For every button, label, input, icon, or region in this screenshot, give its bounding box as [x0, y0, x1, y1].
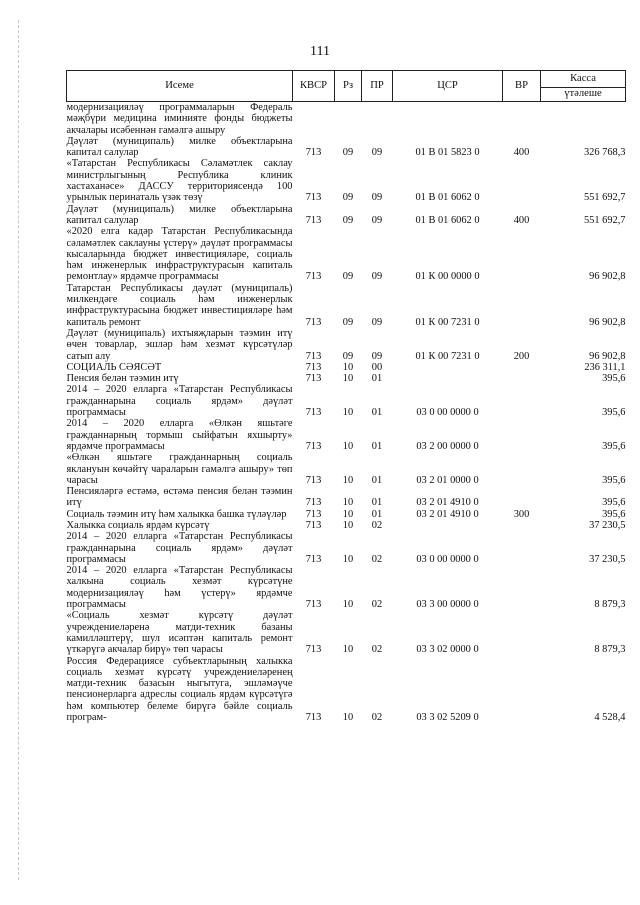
row-amount-cell: 37 230,5	[589, 553, 626, 565]
row-pr-cell: 09	[371, 316, 383, 328]
header-kvsr: КВСР	[293, 71, 335, 102]
row-csr-cell: 01 К 00 7231 0	[415, 350, 480, 362]
row-kvsr-cell: 713	[305, 373, 322, 385]
row-pr-cell: 01	[371, 508, 383, 520]
row-vr-cell	[503, 531, 541, 565]
row-csr-cell: 03 2 01 4910 0	[416, 497, 479, 509]
row-csr-cell: 01 В 01 6062 0	[415, 192, 480, 204]
row-amount-cell: 395,6	[602, 373, 626, 385]
row-pr-cell: 01	[371, 474, 383, 486]
budget-table	[66, 70, 626, 723]
row-amount-cell: 395,6	[602, 407, 626, 419]
row-vr-cell	[503, 102, 541, 136]
row-pr-cell: 02	[371, 519, 383, 531]
row-amount-cell: 551 692,7	[583, 214, 626, 226]
header-kassa-line2: үтәлеше	[541, 87, 625, 99]
header-name: Исеме	[67, 71, 293, 102]
table-row	[67, 136, 626, 159]
row-amount-cell	[541, 102, 626, 136]
row-csr-cell: 01 К 00 0000 0	[415, 271, 480, 283]
row-rz-cell: 10	[342, 440, 354, 452]
row-rz-cell: 10	[342, 553, 354, 565]
row-name-cell: Дәүләт (муниципаль) ихтыяҗларын тәэмин итү өчен товарлар, эшләр һәм хезмәт күрсәтүләр сатып алу	[66, 327, 293, 362]
table-row	[67, 384, 626, 418]
row-name-cell: Дәүләт (муниципаль) милке объектларына капитал салулар	[66, 135, 293, 159]
row-name-cell: СОЦИАЛЬ СӘЯСӘТ	[66, 361, 162, 373]
row-rz-cell: 10	[342, 599, 354, 611]
margin-line	[18, 20, 20, 880]
row-csr-cell	[393, 102, 503, 136]
row-amount-cell: 236 311,1	[584, 361, 626, 373]
table-row	[67, 328, 626, 362]
row-kvsr-cell: 713	[305, 440, 322, 452]
header-csr: ЦСР	[393, 71, 503, 102]
row-amount-cell: 395,6	[602, 474, 626, 486]
row-amount-cell: 96 902,8	[589, 316, 626, 328]
row-pr-cell: 01	[371, 440, 383, 452]
header-vr: ВР	[503, 71, 541, 102]
table-row	[67, 520, 626, 531]
table-row	[67, 486, 626, 509]
row-rz-cell	[335, 102, 362, 136]
header-kassa	[541, 71, 626, 102]
row-name-cell: «2020 елга кадәр Татарстан Республикасында сәламәтлек саклауны үстерү» дәүләт программасы кысаларында бюджет инвестицияләре, социаль һәм инженерлык инфраструктурасын капиталь ремонтлау» ярдәмче программасы	[66, 226, 293, 283]
row-name-cell: модернизацияләү программаларын Федераль мәҗбүри медицина иминияте фонды бюджеты акчалары исәбеннән гамәлгә ашыру	[66, 102, 293, 136]
table-row	[67, 226, 626, 282]
row-rz-cell: 09	[342, 147, 354, 159]
row-csr-cell: 03 3 00 0000 0	[416, 599, 479, 611]
row-kvsr-cell: 713	[305, 271, 322, 283]
row-amount-cell: 395,6	[602, 440, 626, 452]
row-name-cell: «Өлкән яшьтәге гражданнарның социаль яклануын көчәйтү чараларын гамәлгә ашыру» төп чарасы	[66, 452, 293, 486]
row-rz-cell: 10	[342, 474, 354, 486]
page-number: 111	[310, 44, 330, 59]
row-kvsr-cell: 713	[305, 474, 322, 486]
table-row	[67, 283, 626, 328]
row-name-cell: Дәүләт (муниципаль) милке объектларына капитал салулар	[66, 203, 293, 226]
row-vr-cell: 300	[513, 508, 530, 520]
row-vr-cell	[503, 452, 541, 486]
row-rz-cell: 10	[342, 373, 354, 385]
row-amount-cell: 395,6	[602, 508, 626, 520]
table-row	[67, 362, 626, 373]
row-rz-cell: 10	[342, 519, 354, 531]
row-rz-cell: 10	[342, 644, 354, 656]
row-amount-cell: 96 902,8	[589, 350, 626, 362]
row-pr-cell: 02	[371, 712, 383, 724]
table-row	[67, 158, 626, 203]
row-vr-cell	[503, 418, 541, 452]
row-vr-cell	[503, 610, 541, 655]
row-vr-cell	[503, 226, 541, 282]
row-amount-cell: 8 879,3	[594, 599, 626, 611]
row-vr-cell	[503, 486, 541, 509]
row-pr-cell: 00	[371, 361, 383, 373]
row-csr-cell: 03 3 02 5209 0	[416, 712, 479, 724]
row-rz-cell: 09	[342, 214, 354, 226]
row-kvsr-cell: 713	[305, 497, 322, 509]
row-name-cell: «Социаль хезмәт күрсәтү дәүләт учреждениеләренә матди-техник базаны камилләштерү, шул исәптән капиталь ремонт үткәрүгә акчалар бирү» төп чарасы	[66, 610, 293, 656]
row-kvsr-cell: 713	[305, 644, 322, 656]
row-kvsr-cell	[293, 102, 335, 136]
row-rz-cell: 10	[342, 712, 354, 724]
row-vr-cell	[503, 520, 541, 531]
table-row	[67, 418, 626, 452]
table-row	[67, 531, 626, 565]
row-rz-cell: 09	[342, 192, 354, 204]
row-csr-cell: 03 2 01 0000 0	[416, 474, 479, 486]
row-pr-cell: 09	[371, 147, 383, 159]
row-pr-cell: 09	[371, 214, 383, 226]
row-csr-cell	[393, 520, 503, 531]
row-rz-cell: 10	[342, 407, 354, 419]
row-csr-cell: 03 0 00 0000 0	[416, 407, 479, 419]
row-kvsr-cell: 713	[305, 553, 322, 565]
row-vr-cell	[503, 158, 541, 203]
table-row	[67, 204, 626, 227]
row-pr-cell	[362, 102, 393, 136]
row-csr-cell: 03 0 00 0000 0	[416, 553, 479, 565]
row-pr-cell: 01	[371, 373, 383, 385]
row-kvsr-cell: 713	[305, 519, 322, 531]
row-vr-cell	[503, 362, 541, 373]
row-name-cell: Социаль тәэмин итү һәм халыкка башка түләүләр	[66, 508, 287, 520]
row-name-cell: Пенсияләргә естәмә, өстәмә пенсия белән тәэмин итү	[66, 486, 293, 509]
row-rz-cell: 10	[342, 361, 354, 373]
table-row	[67, 509, 626, 520]
header-rz: Рз	[335, 71, 362, 102]
table-row	[67, 656, 626, 724]
table-header-row	[67, 71, 626, 102]
row-csr-cell: 01 К 00 7231 0	[415, 316, 480, 328]
row-kvsr-cell: 713	[305, 316, 322, 328]
row-pr-cell: 09	[371, 192, 383, 204]
row-kvsr-cell: 713	[305, 599, 322, 611]
table-row	[67, 610, 626, 655]
row-kvsr-cell: 713	[305, 508, 322, 520]
row-amount-cell: 326 768,3	[583, 147, 626, 159]
row-vr-cell: 400	[513, 147, 530, 159]
row-rz-cell: 10	[342, 508, 354, 520]
row-name-cell: 2014 – 2020 елларга «Өлкән яшьтәге гражданнарның тормыш сыйфатын яхшырту» ярдәмче программасы	[66, 418, 293, 452]
row-kvsr-cell: 713	[305, 361, 322, 373]
row-vr-cell: 200	[513, 350, 530, 362]
row-rz-cell: 09	[342, 271, 354, 283]
row-amount-cell: 8 879,3	[594, 644, 626, 656]
row-amount-cell: 37 230,5	[589, 519, 626, 531]
row-vr-cell	[503, 384, 541, 418]
row-name-cell: Пенсия белән тәэмин итү	[66, 373, 179, 385]
row-vr-cell	[503, 565, 541, 610]
row-csr-cell: 03 3 02 0000 0	[416, 644, 479, 656]
row-vr-cell	[503, 373, 541, 384]
row-csr-cell: 01 В 01 6062 0	[415, 214, 480, 226]
row-vr-cell	[503, 283, 541, 328]
row-csr-cell: 03 2 01 4910 0	[416, 508, 479, 520]
row-kvsr-cell: 713	[305, 147, 322, 159]
row-pr-cell: 09	[371, 350, 383, 362]
table-row	[67, 565, 626, 610]
row-kvsr-cell: 713	[305, 350, 322, 362]
row-name-cell: Россия Федерациясе субъектларының халыкка социаль хезмәт күрсәтү учреждениеләренең матди-техник базасын ныгытуга, эшләмәүче пенсионерларга адреслы социаль ярдәм күрсәтүгә һәм компьютер белеме бирүгә бәйле социаль програм-	[66, 655, 293, 724]
header-pr: ПР	[362, 71, 393, 102]
row-name-cell: Халыкка социаль ярдәм күрсәтү	[66, 519, 210, 531]
row-pr-cell: 02	[371, 553, 383, 565]
row-kvsr-cell: 713	[305, 712, 322, 724]
row-kvsr-cell: 713	[305, 214, 322, 226]
row-name-cell: Татарстан Республикасы дәүләт (муниципаль) милкендәге социаль һәм инженерлык инфраструктурасына бюджет инвестицияләре һәм капиталь ремонт	[66, 282, 293, 328]
row-amount-cell: 551 692,7	[583, 192, 626, 204]
row-name-cell: «Татарстан Республикасы Сәламәтлек саклау министрлыгының Республика клиник хастаханәсе» ДАССУ территориясендә 100 урынлык перинаталь үзәк төзү	[66, 158, 293, 204]
table-row	[67, 373, 626, 384]
row-name-cell: 2014 – 2020 елларга «Татарстан Республикасы гражданнарына социаль ярдәм» дәүләт программасы	[66, 384, 293, 419]
row-amount-cell: 395,6	[602, 497, 626, 509]
row-csr-cell	[393, 373, 503, 384]
header-kassa-line1: Касса	[570, 73, 596, 85]
row-kvsr-cell: 713	[305, 407, 322, 419]
row-csr-cell: 01 В 01 5823 0	[415, 147, 480, 159]
row-pr-cell: 02	[371, 599, 383, 611]
row-vr-cell	[503, 656, 541, 724]
row-pr-cell: 01	[371, 497, 383, 509]
row-pr-cell: 02	[371, 644, 383, 656]
row-rz-cell: 09	[342, 350, 354, 362]
row-vr-cell: 400	[513, 214, 530, 226]
table-row	[67, 452, 626, 486]
row-pr-cell: 09	[371, 271, 383, 283]
row-rz-cell: 10	[342, 497, 354, 509]
row-pr-cell: 01	[371, 407, 383, 419]
row-name-cell: 2014 – 2020 елларга «Татарстан Республикасы халкына социаль хезмәт күрсәтүне модернизацияләү һәм үстерү» ярдәмче программасы	[66, 565, 293, 611]
row-kvsr-cell: 713	[305, 192, 322, 204]
row-csr-cell	[393, 362, 503, 373]
row-amount-cell: 4 528,4	[594, 712, 626, 724]
row-rz-cell: 09	[342, 316, 354, 328]
row-amount-cell: 96 902,8	[589, 271, 626, 283]
row-csr-cell: 03 2 00 0000 0	[416, 440, 479, 452]
table-row	[67, 102, 626, 136]
row-name-cell: 2014 – 2020 елларга «Татарстан Республикасы гражданнарына социаль ярдәм» дәүләт программасы	[66, 531, 293, 565]
